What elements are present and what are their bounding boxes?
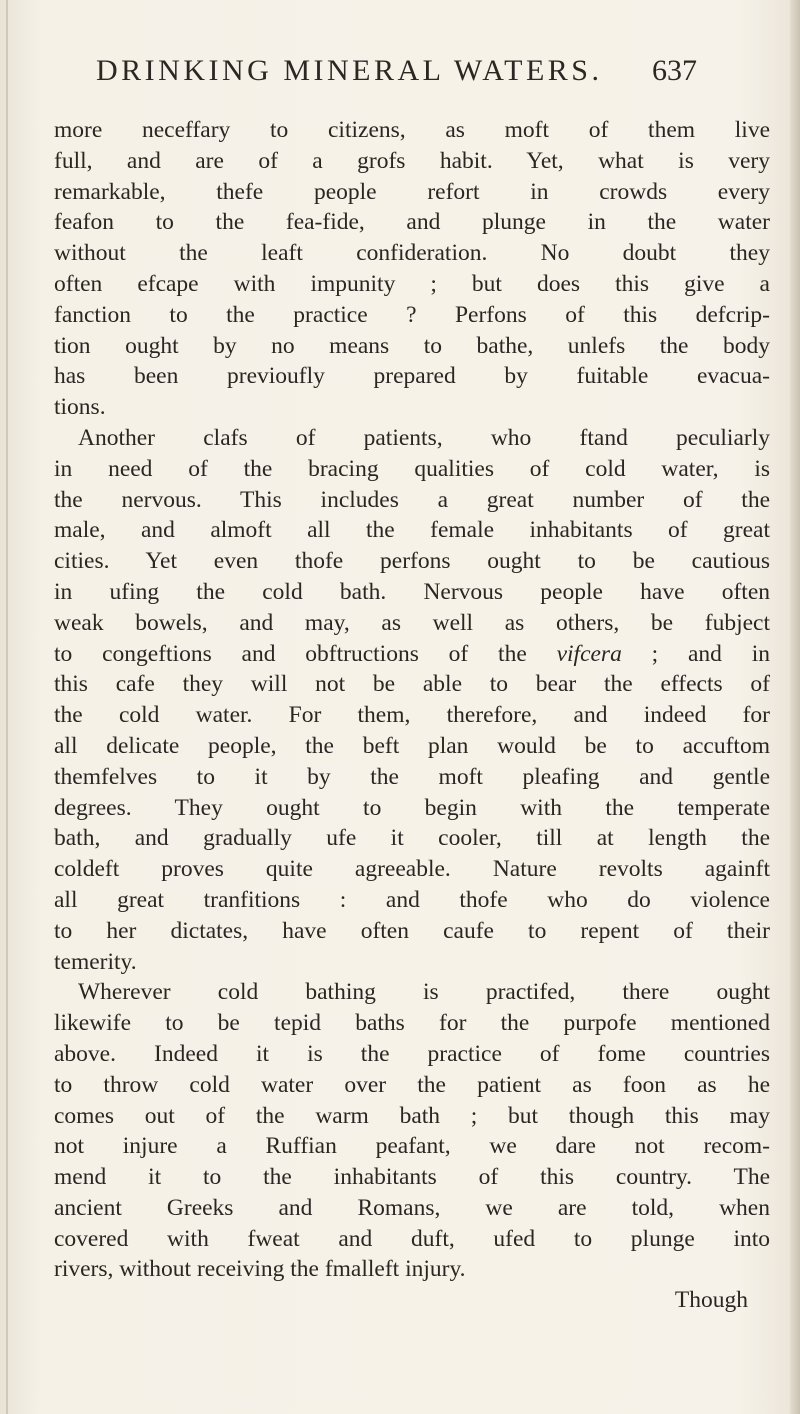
text-line xyxy=(54,1254,770,1285)
text-line-content: rivers, without receiving the fmalleft injury. xyxy=(54,1256,466,1283)
catchword xyxy=(54,1285,770,1316)
text-line xyxy=(54,331,770,362)
text-line-content: to throw cold water over the patient as foon as he xyxy=(54,1071,770,1098)
text-line-content: tions. xyxy=(54,394,106,421)
text-line-content: in need of the bracing qualities of cold water, is xyxy=(54,455,770,482)
text-line-content: mend it to the inhabitants of this country. The xyxy=(54,1164,770,1191)
text-line-content: fanction to the practice ? Perfons of this defcrip- xyxy=(54,301,770,328)
text-line-content: degrees. They ought to begin with the temperate xyxy=(54,794,770,821)
text-line xyxy=(54,823,770,854)
text-line xyxy=(54,1224,770,1255)
text-line-content: in ufing the cold bath. Nervous people have often xyxy=(54,578,770,605)
page-gutter xyxy=(6,0,8,1414)
text-line xyxy=(54,269,770,300)
page-header xyxy=(96,54,776,102)
text-line xyxy=(54,977,770,1008)
text-line xyxy=(54,793,770,824)
text-line xyxy=(54,916,770,947)
text-line-content: Another clafs of patients, who ftand peculiarly xyxy=(78,424,770,451)
text-line-content: likewife to be tepid baths for the purpofe mentioned xyxy=(54,1010,770,1037)
text-line-content: to congeftions and obftructions of the xyxy=(54,640,527,667)
text-line xyxy=(54,485,770,516)
text-line xyxy=(54,1131,770,1162)
text-line xyxy=(54,1101,770,1132)
text-line-content: coldeft proves quite agreeable. Nature revolts againft xyxy=(54,856,770,883)
text-line-content: full, and are of a grofs habit. Yet, what is very xyxy=(54,147,770,174)
text-line-content: often efcape with impunity ; but does this give a xyxy=(54,270,770,297)
text-line xyxy=(54,731,770,762)
text-line xyxy=(54,546,770,577)
text-line-content: has been previoufly prepared by fuitable evacua- xyxy=(54,363,770,390)
text-line-content: comes out of the warm bath ; but though this may xyxy=(54,1102,770,1129)
text-line-content: the nervous. This includes a great number of the xyxy=(54,486,770,513)
text-line-content: weak bowels, and may, as well as others, be fubject xyxy=(54,609,770,636)
text-line xyxy=(54,1162,770,1193)
text-line-content: not injure a Ruffian peafant, we dare not recom- xyxy=(54,1133,770,1160)
text-line-content: temerity. xyxy=(54,948,137,975)
text-line xyxy=(54,392,770,423)
text-line-content: ancient Greeks and Romans, we are told, when xyxy=(54,1194,770,1221)
text-line xyxy=(54,577,770,608)
page-number: 637 xyxy=(652,54,697,87)
text-line xyxy=(54,854,770,885)
text-line-content: cities. Yet even thofe perfons ought to be cautious xyxy=(54,548,770,575)
text-line-content: without the leaft confideration. No doubt they xyxy=(54,240,770,267)
text-line xyxy=(54,177,770,208)
text-line xyxy=(54,1039,770,1070)
text-line-content: this cafe they will not be able to bear the effects of xyxy=(54,671,770,698)
text-line-content: tion ought by no means to bathe, unlefs the body xyxy=(54,332,770,359)
text-line-content: covered with fweat and duft, ufed to plunge into xyxy=(54,1225,770,1252)
text-line xyxy=(54,608,770,639)
body-text xyxy=(54,115,770,1316)
text-line xyxy=(54,454,770,485)
text-line xyxy=(54,1070,770,1101)
text-line-content: the cold water. For them, therefore, and indeed for xyxy=(54,702,770,729)
text-line xyxy=(54,1008,770,1039)
text-line-content: male, and almoft all the female inhabitants of great xyxy=(54,517,770,544)
page-edge xyxy=(790,0,800,1414)
text-line-tail: ; and in xyxy=(621,640,770,667)
text-line-content: Wherever cold bathing is practifed, there ought xyxy=(78,979,770,1006)
text-line xyxy=(54,238,770,269)
text-line xyxy=(54,762,770,793)
text-line-content: themfelves to it by the moft pleafing and gentle xyxy=(54,763,770,790)
text-line xyxy=(54,361,770,392)
text-line xyxy=(54,639,770,670)
italic-word: vifcera xyxy=(556,640,622,667)
text-line xyxy=(54,423,770,454)
text-line xyxy=(54,300,770,331)
text-line-content: above. Indeed it is the practice of fome countries xyxy=(54,1040,770,1067)
text-line-content: to her dictates, have often caufe to repent of their xyxy=(54,917,770,944)
running-head: DRINKING MINERAL WATERS. xyxy=(96,54,603,87)
text-line-content: all delicate people, the beft plan would be to accuftom xyxy=(54,732,770,759)
text-line xyxy=(54,515,770,546)
text-line-content: feafon to the fea-fide, and plunge in the water xyxy=(54,209,770,236)
text-line xyxy=(54,669,770,700)
text-line-content: remarkable, thefe people refort in crowds every xyxy=(54,178,770,205)
text-line xyxy=(54,207,770,238)
text-line-content: Though xyxy=(674,1287,748,1314)
text-line xyxy=(54,146,770,177)
text-line-content: more neceffary to citizens, as moft of them live xyxy=(54,117,770,143)
text-line xyxy=(54,1193,770,1224)
text-line xyxy=(54,700,770,731)
text-line-content: all great tranfitions : and thofe who do violence xyxy=(54,886,770,913)
text-line-content: bath, and gradually ufe it cooler, till at length the xyxy=(54,825,770,852)
text-line xyxy=(54,947,770,978)
text-line xyxy=(54,885,770,916)
text-line xyxy=(54,115,770,146)
